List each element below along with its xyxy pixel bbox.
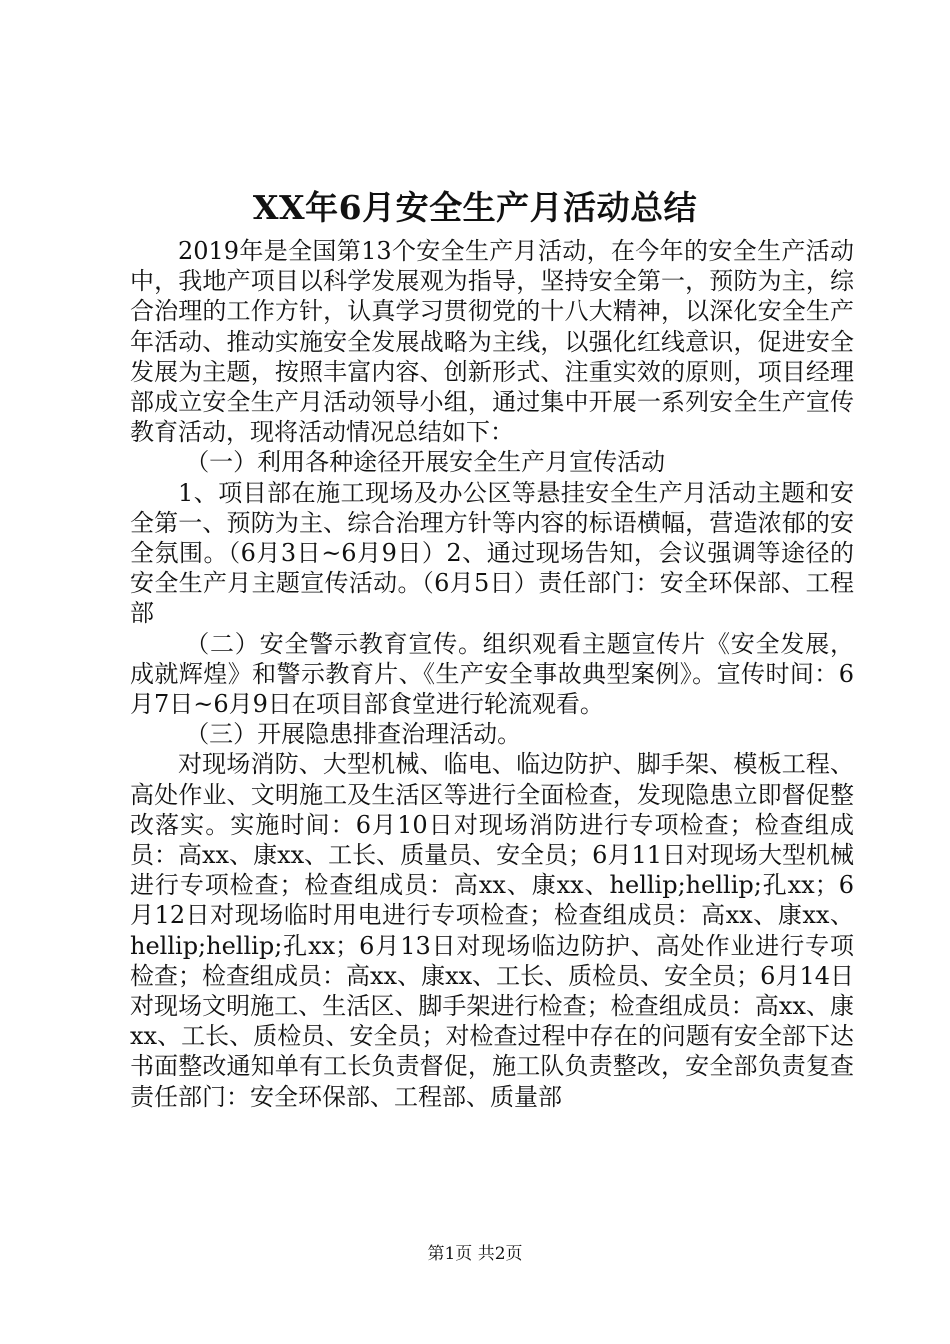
section-3-paragraph: 对现场消防、大型机械、临电、临边防护、脚手架、模板工程、高处作业、文明施工及生活区等进行全面检查，发现隐患立即督促整改落实。实施时间：6月10日对现场消防进行专项检查；检查组成员：高xx、康xx、工长、质量员、安全员；6月11日对现场大型机械进行专项检查；检查组成员：高xx、康xx、hellip;hellip;孔xx；6月12日对现场临时用电进行专项检查；检查组成员：高xx、康xx、hellip;hellip;孔xx；6月13日对现场临边防护、高处作业进行专项检查；检查组成员：高xx、康xx、工长、质检员、安全员；6月14日对现场文明施工、生活区、脚手架进行检查；检查组成员：高xx、康xx、工长、质检员、安全员；对检查过程中存在的问题有安全部下达书面整改通知单有工长负责督促，施工队负责整改，安全部负责复查责任部门：安全环保部、工程部、质量部 [130,750,854,1111]
section-1-paragraph: 1、项目部在施工现场及办公区等悬挂安全生产月活动主题和安全第一、预防为主、综合治理方针等内容的标语横幅，营造浓郁的安全氛围。（6月3日~6月9日）2、通过现场告知，会议强调等途径的安全生产月主题宣传活动。（6月5日）责任部门：安全环保部、工程部 [130,478,854,628]
document-body [130,236,854,1112]
document-title: XX年6月安全生产月活动总结 [252,188,698,227]
section-heading-3: （三）开展隐患排查治理活动。 [185,720,522,749]
intro-paragraph: 2019年是全国第13个安全生产月活动，在今年的安全生产活动中，我地产项目以科学发展观为指导，坚持安全第一，预防为主，综合治理的工作方针，认真学习贯彻党的十八大精神，以深化安全生产年活动、推动实施安全发展战略为主线，以强化红线意识，促进安全发展为主题，按照丰富内容、创新形式、注重实效的原则，项目经理部成立安全生产月活动领导小组，通过集中开展一系列安全生产宣传教育活动，现将活动情况总结如下： [130,237,854,447]
page-indicator: 第1页 共2页 [427,1244,523,1264]
section-heading-1: （一）利用各种途径开展安全生产月宣传活动 [185,448,666,477]
section-heading-2: （二）安全警示教育宣传。组织观看主题宣传片《安全发展，成就辉煌》和警示教育片、《生产安全事故典型案例》。宣传时间：6月7日~6月9日在项目部食堂进行轮流观看。 [130,629,854,719]
